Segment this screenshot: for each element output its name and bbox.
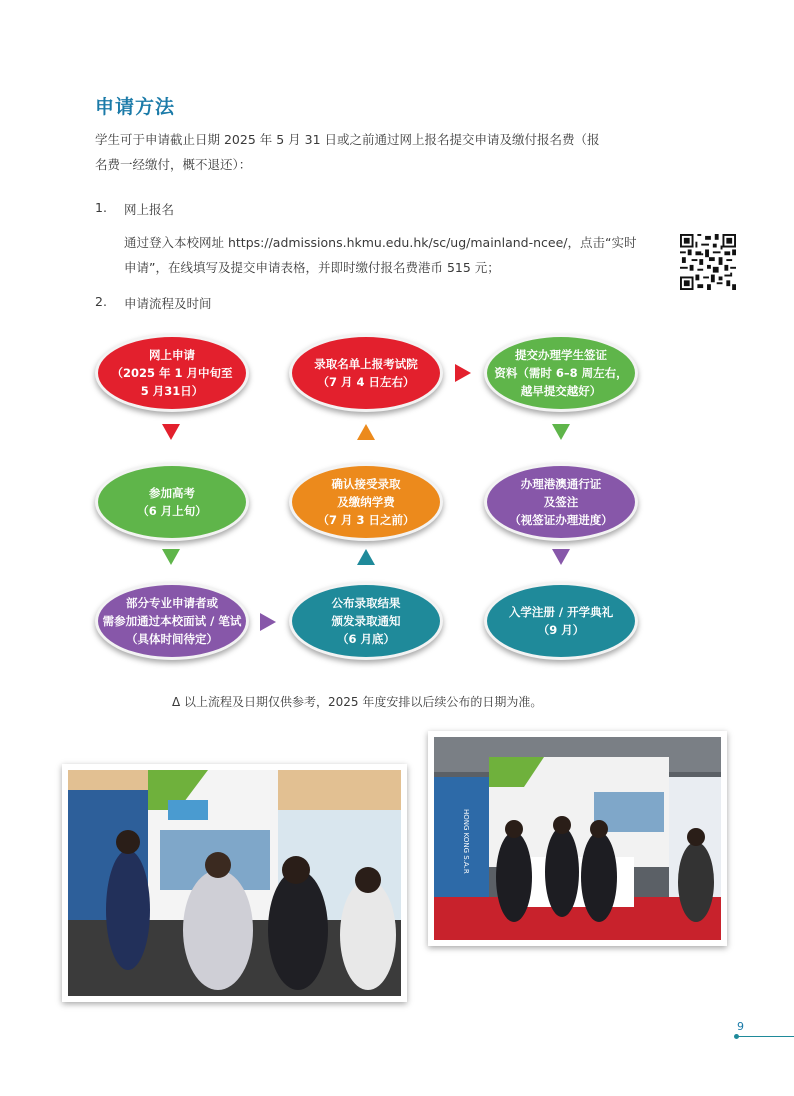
intro-paragraph — [95, 127, 600, 177]
step-2-title: 申请流程及时间 — [124, 296, 212, 311]
flow-node-enrolment-ceremony: 入学注册 / 开学典礼 （9 月） — [484, 582, 638, 660]
disclaimer-note: Δ 以上流程及日期仅供参考，2025 年度安排以后续公布的日期为准。 — [172, 695, 543, 709]
flow-node-travel-permit: 办理港澳通行证 及签注 （视签证办理进度） — [484, 463, 638, 541]
arrow-down-icon — [552, 424, 570, 440]
step-1-description — [124, 230, 636, 280]
step-1-number: 1. — [95, 200, 107, 215]
section-heading: 申请方法 — [95, 96, 176, 118]
page-number: 9 — [737, 1020, 744, 1033]
flow-node-report-to-exam-authority: 录取名单上报考试院 （7 月 4 日左右） — [289, 334, 443, 412]
intro-line-1: 学生可于申请截止日期 2025 年 5 月 31 日或之前通过网上报名提交申请及缴付报名费（报 — [95, 132, 600, 147]
flow-node-submit-visa-documents: 提交办理学生签证 资料（需时 6–8 周左右， 越早提交越好） — [484, 334, 638, 412]
page-footer-line — [737, 1036, 794, 1037]
arrow-down-icon — [162, 424, 180, 440]
intro-line-2: 名费一经缴付，概不退还）： — [95, 157, 252, 172]
arrow-up-icon — [357, 424, 375, 440]
arrow-right-icon — [260, 613, 276, 631]
step-1-line-2: 申请”，在线填写及提交申请表格，并即时缴付报名费港币 515 元； — [124, 260, 500, 275]
flow-node-online-application: 网上申请 （2025 年 1 月中旬至 5 月31日） — [95, 334, 249, 412]
arrow-right-icon — [455, 364, 471, 382]
flow-node-sit-gaokao: 参加高考 （6 月上旬） — [95, 463, 249, 541]
photo-exhibition-booth-left — [62, 764, 407, 1002]
step-1-line-1: 通过登入本校网址 https://admissions.hkmu.edu.hk/sc/ug/mainland-ncee/，点击“实时 — [124, 235, 637, 250]
flow-node-admission-results: 公布录取结果 颁发录取通知 （6 月底） — [289, 582, 443, 660]
photo-banner-text: HONG KONG S.A.R — [462, 809, 470, 874]
arrow-down-icon — [162, 549, 180, 565]
step-1-title: 网上报名 — [124, 202, 175, 217]
qr-code-icon — [680, 234, 736, 290]
arrow-down-icon — [552, 549, 570, 565]
photo-exhibition-booth-right — [428, 731, 727, 946]
flow-node-interview-test: 部分专业申请者或 需参加通过本校面试 / 笔试 （具体时间待定） — [95, 582, 249, 660]
page-footer-dot — [734, 1034, 739, 1039]
arrow-up-icon — [357, 549, 375, 565]
step-2-number: 2. — [95, 294, 107, 309]
flow-node-accept-offer-pay-fees: 确认接受录取 及缴纳学费 （7 月 3 日之前） — [289, 463, 443, 541]
